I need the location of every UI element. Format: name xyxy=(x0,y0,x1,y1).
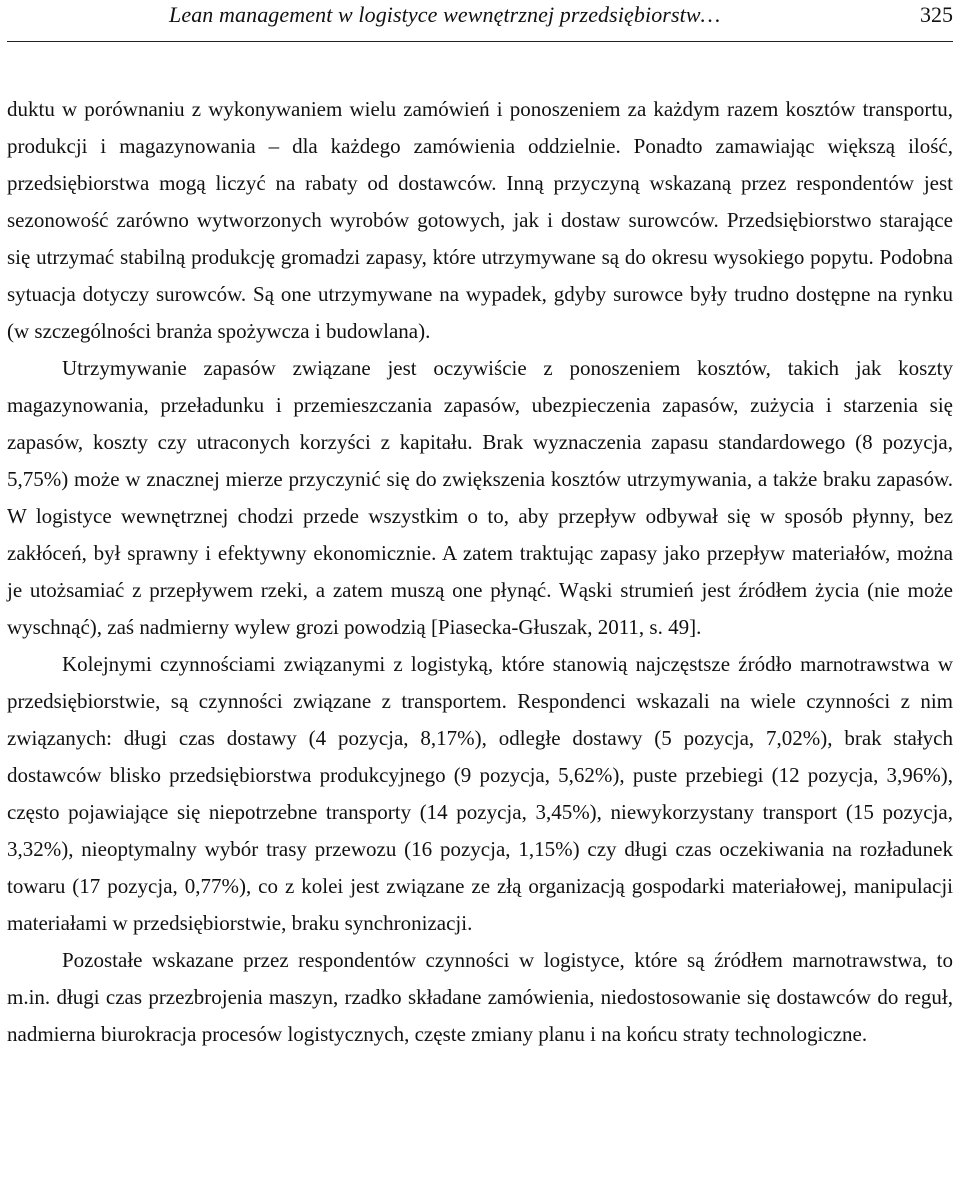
page-number: 325 xyxy=(920,2,953,27)
paragraph-continuation: duktu w porównaniu z wykonywaniem wielu zamówień i ponoszeniem za każdym razem kosztów transportu, produkcji i magazynowania – dla każdego zamówienia oddzielnie. Ponadto zamawiając większą ilość, przedsiębiorstwa mogą liczyć na rabaty od dostawców. Inną przyczyną wskazaną przez respondentów jest sezonowość zarówno wytworzonych wyrobów gotowych, jak i dostaw surowców. Przedsiębiorstwo starające się utrzymać stabilną produkcję gromadzi zapasy, które utrzymywane są do okresu wysokiego popytu. Podobna sytuacja dotyczy surowców. Są one utrzymywane na wypadek, gdyby surowce były trudno dostępne na rynku (w szczególności branża spożywcza i budowlana). xyxy=(7,97,953,343)
paragraph-other-waste: Pozostałe wskazane przez respondentów czynności w logistyce, które są źródłem marnotrawstwa, to m.in. długi czas przezbrojenia maszyn, rzadko składane zamówienia, niedostosowanie się dostawców do reguł, nadmierna biurokracja procesów logistycznych, częste zmiany planu i na końcu straty technologiczne. xyxy=(7,948,953,1046)
running-title: Lean management w logistyce wewnętrznej przedsiębiorstw… xyxy=(169,2,721,27)
body-text xyxy=(7,91,953,1053)
paragraph-inventory-costs: Utrzymywanie zapasów związane jest oczywiście z ponoszeniem kosztów, takich jak koszty magazynowania, przeładunku i przemieszczania zapasów, ubezpieczenia zapasów, zużycia i starzenia się zapasów, koszty czy utraconych korzyści z kapitału. Brak wyznaczenia zapasu standardowego (8 pozycja, 5,75%) może w znacznej mierze przyczynić się do zwiększenia kosztów utrzymywania, a także braku zapasów. W logistyce wewnętrznej chodzi przede wszystkim o to, aby przepływ odbywał się w sposób płynny, bez zakłóceń, był sprawny i efektywny ekonomicznie. A zatem traktując zapasy jako przepływ materiałów, można je utożsamiać z przepływem rzeki, a zatem muszą one płynąć. Wąski strumień jest źródłem życia (nie może wyschnąć), zaś nadmierny wylew grozi powodzią [Piasecka-Głuszak, 2011, s. 49]. xyxy=(7,356,953,639)
running-header xyxy=(7,0,953,42)
paragraph-transport-waste: Kolejnymi czynnościami związanymi z logistyką, które stanowią najczęstsze źródło marnotrawstwa w przedsiębiorstwie, są czynności związane z transportem. Respondenci wskazali na wiele czynności z nim związanych: długi czas dostawy (4 pozycja, 8,17%), odległe dostawy (5 pozycja, 7,02%), brak stałych dostawców blisko przedsiębiorstwa produkcyjnego (9 pozycja, 5,62%), puste przebiegi (12 pozycja, 3,96%), często pojawiające się niepotrzebne transporty (14 pozycja, 3,45%), niewykorzystany transport (15 pozycja, 3,32%), nieoptymalny wybór trasy przewozu (16 pozycja, 1,15%) czy długi czas oczekiwania na rozładunek towaru (17 pozycja, 0,77%), co z kolei jest związane ze złą organizacją gospodarki materiałowej, manipulacji materiałami w przedsiębiorstwie, braku synchronizacji. xyxy=(7,652,953,935)
document-page xyxy=(7,0,953,1195)
